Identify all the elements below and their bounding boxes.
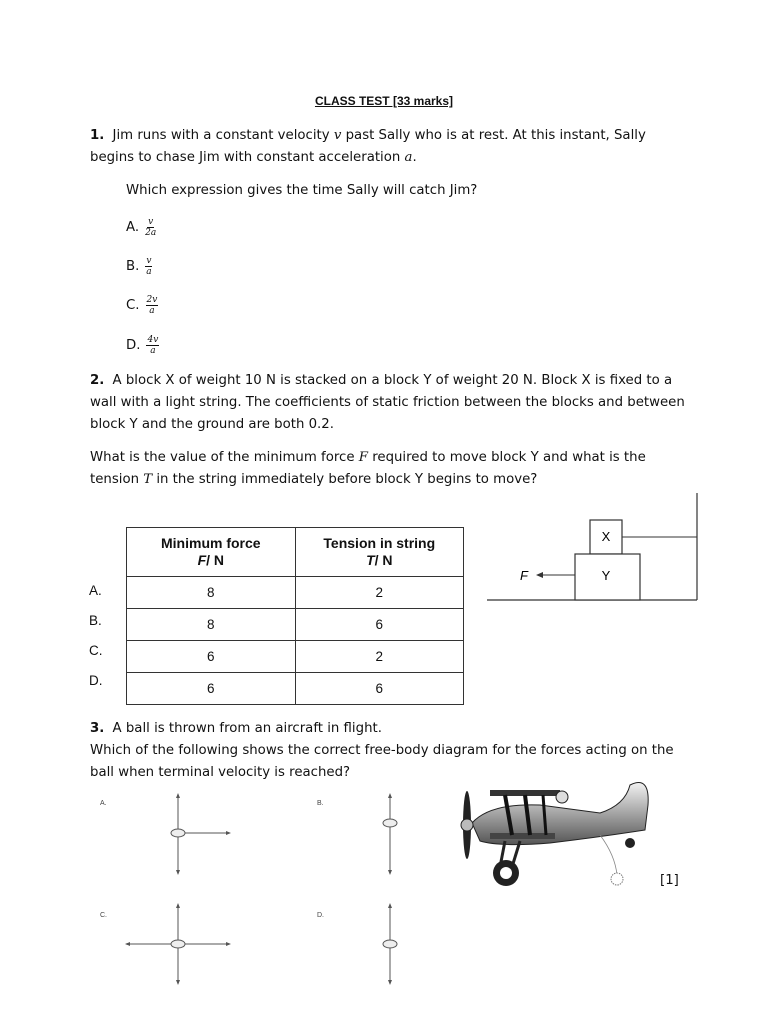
denominator: a [150, 345, 156, 356]
fraction [146, 335, 159, 356]
q3-line2: Which of the following shows the correct free-body diagram for the forces acting on the ball when terminal velocity is reached? [90, 743, 674, 780]
numerator: 4v [147, 334, 159, 345]
tension-cell: 6 [295, 609, 463, 641]
fbd-option-b[interactable] [317, 793, 397, 875]
option-letter: B. [126, 258, 140, 274]
header-force-unit: / N [206, 552, 225, 568]
numerator: v [146, 255, 152, 266]
block-diagram [480, 488, 705, 608]
q2-var-t: T [143, 472, 153, 487]
fraction [145, 217, 156, 238]
row-label[interactable]: B. [89, 613, 102, 628]
header-tension-label: Tension in string [323, 535, 436, 551]
q2-question-c: in the string immediately before block Y begins to move? [152, 472, 538, 487]
force-label: F [520, 568, 528, 583]
table-row [127, 577, 464, 609]
option-letter: D. [126, 337, 141, 353]
fraction [146, 295, 159, 316]
question-2-prompt [90, 447, 690, 491]
question-1-text [90, 125, 690, 169]
question-2-text [90, 370, 690, 436]
option-b[interactable] [126, 249, 152, 283]
question-1-prompt: Which expression gives the time Sally will catch Jim? [126, 183, 478, 198]
block-x-label: X [601, 529, 611, 544]
q2-var-f: F [358, 450, 368, 465]
block-y-label: Y [601, 568, 611, 583]
ball [611, 873, 623, 885]
force-cell: 8 [127, 577, 296, 609]
row-label[interactable]: C. [89, 643, 103, 658]
header-tension-unit: / N [374, 552, 393, 568]
force-cell: 6 [127, 673, 296, 705]
q1-text-b: past Sally who is at rest. At this instant, Sally begins to chase Jim with constant acceleration [90, 128, 646, 165]
denominator: a [146, 266, 152, 277]
question-number: 3. [90, 721, 105, 736]
force-cell: 6 [127, 641, 296, 673]
force-cell: 8 [127, 609, 296, 641]
option-letter: C. [100, 912, 107, 919]
pilot [556, 791, 568, 803]
table-row [127, 673, 464, 705]
denominator: a [149, 305, 155, 316]
arrow-head [536, 572, 543, 578]
tension-cell: 2 [295, 577, 463, 609]
option-letter: A. [100, 800, 107, 807]
option-d[interactable] [126, 328, 159, 362]
option-letter: A. [126, 219, 140, 235]
tension-cell: 2 [295, 641, 463, 673]
fbd-option-a[interactable] [100, 793, 231, 875]
header-force-var: F [197, 552, 207, 568]
header-force-label: Minimum force [161, 535, 261, 551]
table-header-row [127, 528, 464, 577]
q1-text-a: Jim runs with a constant velocity [112, 128, 334, 143]
option-c[interactable] [126, 288, 158, 322]
option-letter: C. [126, 297, 140, 313]
option-letter: D. [317, 912, 324, 919]
biplane-image [450, 775, 665, 895]
fbd-option-d[interactable] [317, 903, 397, 985]
header-tension [295, 528, 463, 577]
question-number: 1. [90, 128, 105, 143]
table-row [127, 641, 464, 673]
tension-cell: 6 [295, 673, 463, 705]
header-tension-var: T [366, 552, 375, 568]
option-letter: B. [317, 800, 324, 807]
header-force [127, 528, 296, 577]
q2-statement: A block X of weight 10 N is stacked on a block Y of weight 20 N. Block X is fixed to a wall with a light string. The coefficients of static friction between the blocks and between block Y and the ground are both 0.2. [90, 373, 685, 432]
answer-table [126, 527, 464, 705]
marks-label: [1] [660, 873, 679, 888]
free-body-options [95, 790, 415, 990]
table-row [127, 609, 464, 641]
q2-question-a: What is the value of the minimum force [90, 450, 359, 465]
numerator: 2v [146, 294, 158, 305]
numerator: v [148, 216, 154, 227]
fraction [145, 256, 152, 277]
page-title: CLASS TEST [33 marks] [314, 94, 454, 108]
row-label[interactable]: A. [89, 583, 102, 598]
q2-question-b: required to move block Y and what is the tension [90, 450, 646, 487]
question-number: 2. [90, 373, 105, 388]
row-label[interactable]: D. [89, 673, 103, 688]
fbd-option-c[interactable] [100, 903, 231, 985]
denominator: 2a [145, 227, 157, 238]
q3-line1: A ball is thrown from an aircraft in flight. [112, 721, 382, 736]
option-a[interactable] [126, 210, 156, 244]
q1-var-a: a [404, 150, 413, 165]
q1-var-v: v [333, 128, 342, 143]
q1-text-c: . [412, 150, 417, 165]
